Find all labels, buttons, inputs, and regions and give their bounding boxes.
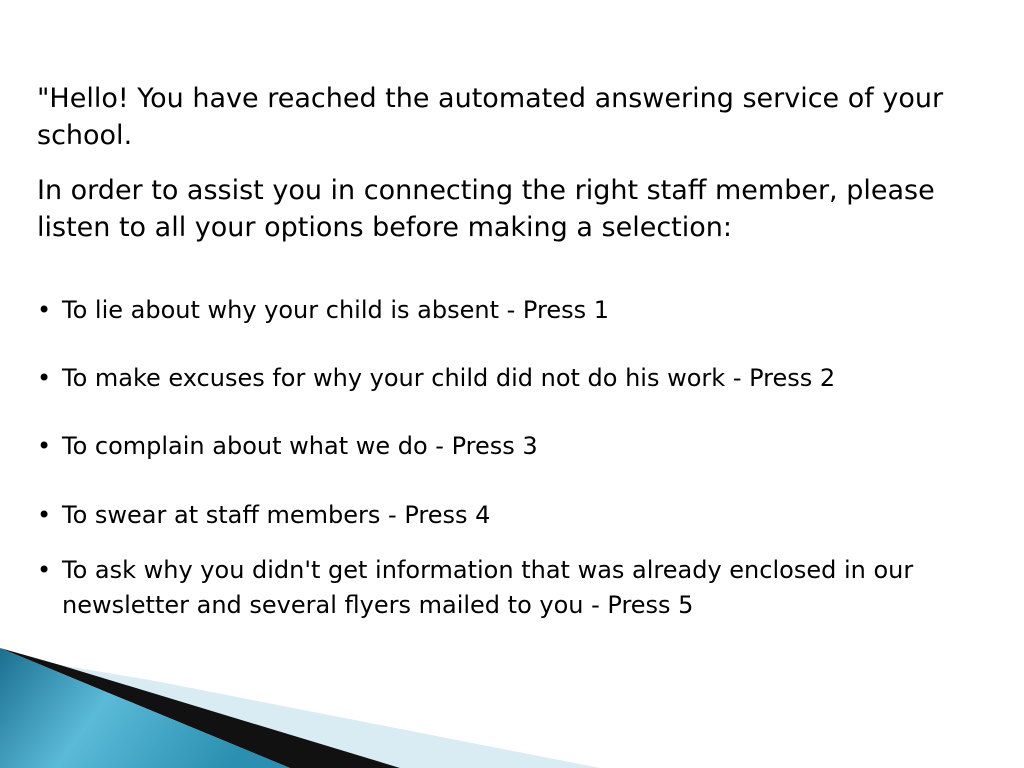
option-item-2: [37, 361, 997, 396]
dark-stripe-shape: [0, 648, 400, 768]
option-text-4: To swear at staff members - Press 4: [62, 501, 491, 529]
option-item-4: [37, 498, 997, 533]
option-text-2: To make excuses for why your child did not do his work - Press 2: [62, 364, 836, 392]
bullet-icon: •: [37, 296, 52, 324]
light-stripe-shape: [60, 665, 600, 768]
greeting-text: "Hello! You have reached the automated answering service of your school.: [37, 83, 944, 151]
instruction-text: In order to assist you in connecting the right staff member, please listen to all your options before making a selection:: [37, 175, 935, 243]
option-item-5: [37, 553, 997, 623]
option-text-5: To ask why you didn't get information that was already enclosed in our newsletter and several flyers mailed to you - Press 5: [62, 556, 914, 619]
bullet-icon: •: [37, 432, 52, 460]
teal-stripe-shape: [0, 648, 290, 768]
bullet-icon: •: [37, 556, 52, 584]
bullet-icon: •: [37, 501, 52, 529]
option-text-3: To complain about what we do - Press 3: [62, 432, 538, 460]
bullet-icon: •: [37, 364, 52, 392]
option-item-3: [37, 429, 997, 464]
option-text-1: To lie about why your child is absent - Press 1: [62, 296, 609, 324]
option-item-1: [37, 293, 997, 328]
